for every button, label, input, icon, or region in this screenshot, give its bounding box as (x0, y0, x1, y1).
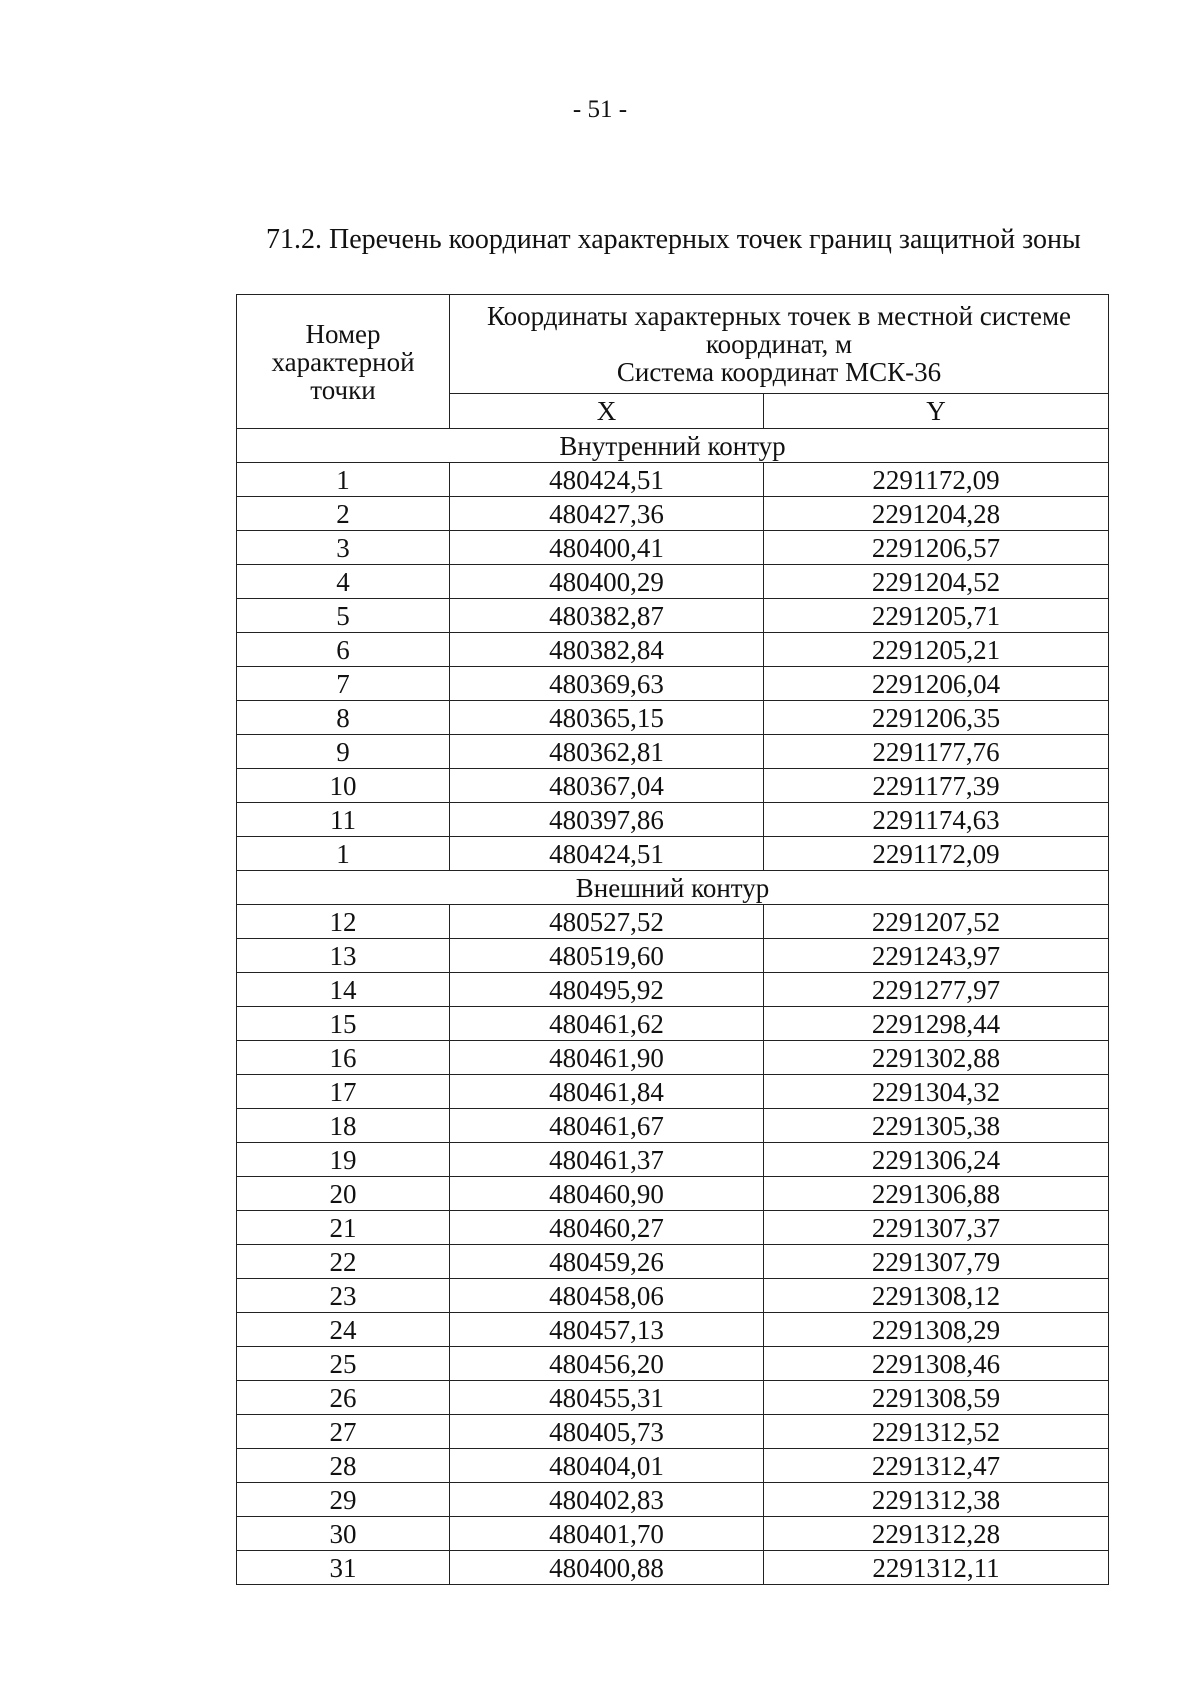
y-coordinate-cell: 2291306,24 (764, 1143, 1109, 1177)
point-number-cell: 9 (237, 735, 450, 769)
table-row (237, 1041, 1109, 1075)
header-point-number-line: точки (310, 374, 376, 405)
point-number-cell: 31 (237, 1551, 450, 1585)
table-row (237, 803, 1109, 837)
section-row (237, 871, 1109, 905)
point-number-cell: 26 (237, 1381, 450, 1415)
point-number-cell: 21 (237, 1211, 450, 1245)
header-x: X (450, 394, 764, 429)
table-row (237, 1517, 1109, 1551)
table-row (237, 1381, 1109, 1415)
x-coordinate-cell: 480460,90 (450, 1177, 764, 1211)
point-number-cell: 30 (237, 1517, 450, 1551)
x-coordinate-cell: 480365,15 (450, 701, 764, 735)
x-coordinate-cell: 480400,88 (450, 1551, 764, 1585)
x-coordinate-cell: 480405,73 (450, 1415, 764, 1449)
table-row (237, 1551, 1109, 1585)
table-row (237, 905, 1109, 939)
point-number-cell: 8 (237, 701, 450, 735)
table-row (237, 497, 1109, 531)
point-number-cell: 14 (237, 973, 450, 1007)
point-number-cell: 13 (237, 939, 450, 973)
x-coordinate-cell: 480400,29 (450, 565, 764, 599)
y-coordinate-cell: 2291308,46 (764, 1347, 1109, 1381)
y-coordinate-cell: 2291304,32 (764, 1075, 1109, 1109)
y-coordinate-cell: 2291243,97 (764, 939, 1109, 973)
table-row (237, 667, 1109, 701)
table-row (237, 531, 1109, 565)
point-number-cell: 11 (237, 803, 450, 837)
section-label: Внешний контур (237, 871, 1109, 905)
x-coordinate-cell: 480527,52 (450, 905, 764, 939)
y-coordinate-cell: 2291306,88 (764, 1177, 1109, 1211)
coordinates-table-body (237, 295, 1109, 1585)
x-coordinate-cell: 480402,83 (450, 1483, 764, 1517)
x-coordinate-cell: 480382,84 (450, 633, 764, 667)
point-number-cell: 4 (237, 565, 450, 599)
y-coordinate-cell: 2291206,57 (764, 531, 1109, 565)
header-point-number (237, 295, 450, 429)
table-row (237, 1347, 1109, 1381)
point-number-cell: 19 (237, 1143, 450, 1177)
section-label: Внутренний контур (237, 429, 1109, 463)
x-coordinate-cell: 480458,06 (450, 1279, 764, 1313)
point-number-cell: 29 (237, 1483, 450, 1517)
x-coordinate-cell: 480382,87 (450, 599, 764, 633)
header-coordinates-line: Система координат МСК-36 (616, 357, 942, 387)
table-row (237, 769, 1109, 803)
y-coordinate-cell: 2291177,76 (764, 735, 1109, 769)
x-coordinate-cell: 480461,37 (450, 1143, 764, 1177)
point-number-cell: 27 (237, 1415, 450, 1449)
y-coordinate-cell: 2291312,47 (764, 1449, 1109, 1483)
section-row (237, 429, 1109, 463)
point-number-cell: 16 (237, 1041, 450, 1075)
y-coordinate-cell: 2291205,21 (764, 633, 1109, 667)
table-row (237, 1007, 1109, 1041)
y-coordinate-cell: 2291305,38 (764, 1109, 1109, 1143)
point-number-cell: 1 (237, 463, 450, 497)
y-coordinate-cell: 2291312,38 (764, 1483, 1109, 1517)
point-number-cell: 28 (237, 1449, 450, 1483)
x-coordinate-cell: 480461,62 (450, 1007, 764, 1041)
y-coordinate-cell: 2291207,52 (764, 905, 1109, 939)
header-y: Y (764, 394, 1109, 429)
page-number: - 51 - (572, 96, 628, 123)
x-coordinate-cell: 480461,84 (450, 1075, 764, 1109)
point-number-cell: 12 (237, 905, 450, 939)
y-coordinate-cell: 2291204,28 (764, 497, 1109, 531)
y-coordinate-cell: 2291172,09 (764, 463, 1109, 497)
point-number-cell: 2 (237, 497, 450, 531)
table-row (237, 1415, 1109, 1449)
y-coordinate-cell: 2291204,52 (764, 565, 1109, 599)
document-title: 71.2. Перечень координат характерных точек границ защитной зоны (266, 224, 1081, 255)
y-coordinate-cell: 2291206,35 (764, 701, 1109, 735)
table-row (237, 599, 1109, 633)
table-row (237, 1075, 1109, 1109)
point-number-cell: 15 (237, 1007, 450, 1041)
table-row (237, 1313, 1109, 1347)
x-coordinate-cell: 480457,13 (450, 1313, 764, 1347)
y-coordinate-cell: 2291177,39 (764, 769, 1109, 803)
header-point-number-line: характерной (271, 346, 415, 377)
table-row (237, 633, 1109, 667)
x-coordinate-cell: 480400,41 (450, 531, 764, 565)
coordinates-table (236, 294, 1109, 1585)
x-coordinate-cell: 480427,36 (450, 497, 764, 531)
table-row (237, 701, 1109, 735)
point-number-cell: 10 (237, 769, 450, 803)
table-row (237, 1211, 1109, 1245)
x-coordinate-cell: 480460,27 (450, 1211, 764, 1245)
x-coordinate-cell: 480369,63 (450, 667, 764, 701)
y-coordinate-cell: 2291298,44 (764, 1007, 1109, 1041)
point-number-cell: 22 (237, 1245, 450, 1279)
y-coordinate-cell: 2291206,04 (764, 667, 1109, 701)
y-coordinate-cell: 2291312,52 (764, 1415, 1109, 1449)
y-coordinate-cell: 2291312,28 (764, 1517, 1109, 1551)
y-coordinate-cell: 2291307,37 (764, 1211, 1109, 1245)
y-coordinate-cell: 2291277,97 (764, 973, 1109, 1007)
y-coordinate-cell: 2291302,88 (764, 1041, 1109, 1075)
point-number-cell: 24 (237, 1313, 450, 1347)
table-row (237, 735, 1109, 769)
table-row (237, 1177, 1109, 1211)
header-point-number-line: Номер (305, 318, 381, 349)
header-coordinates-line: координат, м (705, 329, 853, 359)
x-coordinate-cell: 480404,01 (450, 1449, 764, 1483)
x-coordinate-cell: 480362,81 (450, 735, 764, 769)
y-coordinate-cell: 2291308,29 (764, 1313, 1109, 1347)
point-number-cell: 7 (237, 667, 450, 701)
table-row (237, 1483, 1109, 1517)
x-coordinate-cell: 480519,60 (450, 939, 764, 973)
header-coordinates (450, 295, 1109, 394)
y-coordinate-cell: 2291308,59 (764, 1381, 1109, 1415)
x-coordinate-cell: 480424,51 (450, 463, 764, 497)
header-coordinates-line: Координаты характерных точек в местной системе (486, 301, 1072, 331)
point-number-cell: 5 (237, 599, 450, 633)
x-coordinate-cell: 480495,92 (450, 973, 764, 1007)
table-row (237, 1109, 1109, 1143)
point-number-cell: 23 (237, 1279, 450, 1313)
y-coordinate-cell: 2291172,09 (764, 837, 1109, 871)
table-row (237, 565, 1109, 599)
point-number-cell: 6 (237, 633, 450, 667)
x-coordinate-cell: 480456,20 (450, 1347, 764, 1381)
x-coordinate-cell: 480401,70 (450, 1517, 764, 1551)
x-coordinate-cell: 480461,67 (450, 1109, 764, 1143)
point-number-cell: 17 (237, 1075, 450, 1109)
table-row (237, 1245, 1109, 1279)
x-coordinate-cell: 480397,86 (450, 803, 764, 837)
point-number-cell: 3 (237, 531, 450, 565)
y-coordinate-cell: 2291312,11 (764, 1551, 1109, 1585)
y-coordinate-cell: 2291307,79 (764, 1245, 1109, 1279)
table-header-row (237, 295, 1109, 394)
table-row (237, 463, 1109, 497)
table-row (237, 1143, 1109, 1177)
y-coordinate-cell: 2291308,12 (764, 1279, 1109, 1313)
table-row (237, 973, 1109, 1007)
x-coordinate-cell: 480459,26 (450, 1245, 764, 1279)
x-coordinate-cell: 480461,90 (450, 1041, 764, 1075)
y-coordinate-cell: 2291174,63 (764, 803, 1109, 837)
table-row (237, 939, 1109, 973)
y-coordinate-cell: 2291205,71 (764, 599, 1109, 633)
point-number-cell: 18 (237, 1109, 450, 1143)
table-row (237, 1449, 1109, 1483)
x-coordinate-cell: 480367,04 (450, 769, 764, 803)
point-number-cell: 25 (237, 1347, 450, 1381)
x-coordinate-cell: 480424,51 (450, 837, 764, 871)
table-row (237, 837, 1109, 871)
table-row (237, 1279, 1109, 1313)
point-number-cell: 1 (237, 837, 450, 871)
x-coordinate-cell: 480455,31 (450, 1381, 764, 1415)
point-number-cell: 20 (237, 1177, 450, 1211)
